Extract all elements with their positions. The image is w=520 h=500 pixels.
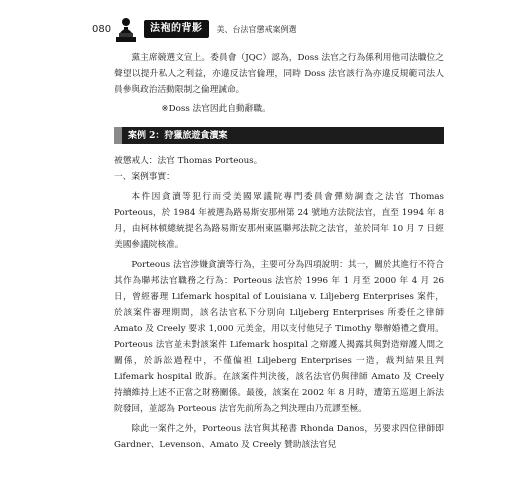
case-paragraph-1: 本件因貪瀆等犯行而受美國眾議院專門委員會彈劾調查之法官 Thomas Porteous，於 1984 年被選為路易斯安那州第 24 號地方法院法官，直至 1994 年 8 月，由柯林頓總統提名為路易斯安那州東區聯邦法院之法官，並於同年 10 月 7 日經美國參議院核准。 [114, 192, 444, 250]
page-number: 080 [92, 23, 112, 35]
book-title: 法袍的背影 [144, 20, 209, 38]
accused-line: 被懲戒人：法官 Thomas Porteous。 [114, 156, 263, 166]
case-banner [114, 127, 444, 144]
case-paragraph-3: 除此一案件之外，Porteous 法官與其秘書 Rhonda Danos，另要求四位律師即 Gardner、Levenson、Amato 及 Creely 贊助該法官兒 [114, 424, 444, 450]
judge-silhouette-icon [114, 15, 140, 43]
facts-heading: 一、案例事實： [114, 172, 175, 182]
book-subtitle: 美、台法官懲戒案例選 [216, 24, 297, 34]
intro-paragraph: 黨主席競選文宣上。委員會（JQC）認為，Doss 法官之行為係利用他司法職位之聲望以提升私人之利益，亦違反法官倫理，同時 Doss 法官該行為亦違反規範司法人員參與政治活動限制之倫理誡命。 [114, 53, 444, 95]
resignation-note: ※Doss 法官因此自動辭職。 [161, 104, 271, 114]
case-paragraph-2: Porteous 法官涉嫌貪瀆等行為，主要可分為四項說明：其一，關於其進行不符合其作為聯邦法官職務之行為：Porteous 法官於 1996 年 1 月至 2000 年 4 月 26 日，曾經審理 Lifemark hospital of Louisiana v. Liljeberg Enterprises 案件，於該案件審理期間，該名法官私下分別向 Liljeberg Enterprises 所委任之律師 Amato 及 Creely 要求 1,000 元美金，用以支付他兒子 Timothy 舉辦婚禮之費用。Porteous 法官並未對該案件 Lifemark hospital 之辯護人揭露其與對造辯護人間之關係，於訴訟過程中，不僅偏袒 Liljeberg Enterprises 一造，裁判結果且判 Lifemark hospital 敗訴。在該案件判決後，該名法官仍與律師 Amato 及 Creely 持續維持上述不正當之財務關係。最後，該案在 2002 年 8 月時，遭第五巡迴上訴法院發回，並認為 Porteous 法官先前所為之判決理由乃荒謬至極。 [114, 260, 444, 414]
page-body [114, 50, 444, 453]
running-header [92, 12, 432, 46]
case-banner-label: 案例 2：狩獵旅遊貪瀆案 [128, 130, 228, 141]
case-banner-accent [114, 127, 122, 144]
